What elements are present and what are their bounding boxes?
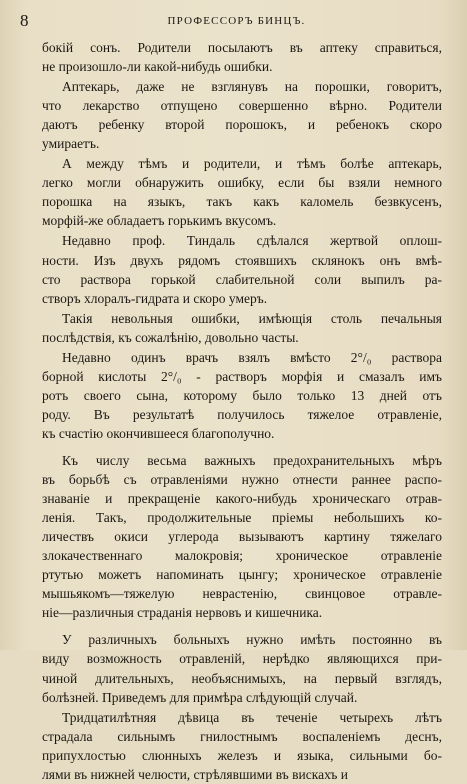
text-line: Аптекарь, даже не взглянувъ на порошки, говоритъ, — [62, 79, 442, 95]
text-line: болѣзней. Приведемъ для примѣра слѣдующій случай. — [42, 689, 358, 705]
paragraph — [42, 630, 442, 706]
text-line: порошка на языкъ, такъ какъ каломель безвкусенъ, — [42, 194, 442, 210]
text-line: умираетъ. — [42, 136, 100, 152]
text-line: злокачественнаго малокровія; хроническое отравленіе — [42, 548, 442, 564]
paragraph — [42, 348, 442, 443]
text-line: чиной длительныхъ, необъяснимыхъ, на первый взглядъ, — [42, 670, 442, 686]
text-line: А между тѣмъ и родители, и тѣмъ болѣе аптекарь, — [62, 156, 442, 172]
text-line: ніе—различныя страданія нервовъ и кишечника. — [42, 605, 323, 621]
paragraph — [42, 708, 442, 784]
paragraph-gap — [42, 622, 442, 630]
text-line: къ счастію окончившееся благополучно. — [42, 425, 275, 441]
text-line: роду. Въ результатѣ получилось тяжелое отравленіе, — [42, 406, 442, 422]
text-line: Такія невольныя ошибки, имѣющія столь печальныя — [62, 310, 442, 326]
text-line: лями въ нижней челюсти, стрѣлявшими въ вискахъ и — [42, 766, 348, 782]
paragraph — [42, 451, 442, 622]
paragraph — [42, 154, 442, 230]
text-line: ротъ своего сына, которому было только 13 дней отъ — [42, 387, 442, 403]
paragraph — [42, 231, 442, 307]
text-line: Къ числу весьма важныхъ предохранительныхъ мѣръ — [62, 452, 442, 468]
text-line: сто раствора горькой слабительной соли выпилъ ра- — [42, 271, 442, 287]
paragraph — [42, 38, 442, 76]
page-number: 8 — [20, 11, 29, 30]
text-line: Тридцатилѣтняя дѣвица въ теченіе четырехъ лѣтъ — [62, 709, 442, 725]
text-line: борной кислоты 2°/₀ - растворъ морфія и смазалъ имъ — [42, 368, 442, 384]
text-line: створъ хлоралъ-гидрата и скоро умеръ. — [42, 290, 268, 306]
text-line: даютъ ребенку второй порошокъ, и ребенокъ скоро — [42, 117, 442, 133]
text-line: бокій сонъ. Родители посылаютъ въ аптеку справиться, — [42, 40, 442, 55]
body-text — [42, 38, 442, 784]
page-header — [20, 11, 453, 31]
text-line: ленія. Такъ, продолжительные пріемы небольшихъ ко- — [42, 510, 442, 526]
text-line: легко могли обнаружить ошибку, если бы взяли немного — [42, 175, 442, 191]
paragraph-gap — [42, 443, 442, 451]
text-line: мышьякомъ—тяжелую неврастенію, свинцовое отравле- — [42, 586, 442, 602]
running-head: ПРОФЕССОРЪ БИНЦЪ. — [167, 15, 306, 27]
text-line: что лекарство отпущено совершенно вѣрно. Родители — [42, 98, 442, 114]
paragraph — [42, 77, 442, 153]
paragraph — [42, 309, 442, 347]
text-line: не произошло-ли какой-нибудь ошибки. — [42, 59, 273, 75]
text-line: ности. Изъ двухъ рядомъ стоявшихъ склянокъ онъ вмѣ- — [42, 252, 442, 268]
text-line: виду возможность отравленій, нерѣдко являющихся при- — [42, 651, 442, 667]
text-line: Недавно проф. Тиндаль сдѣлался жертвой оплош- — [62, 233, 442, 249]
text-line: У различныхъ больныхъ нужно имѣть постоянно въ — [62, 632, 442, 648]
text-line: ртутью можетъ напоминать цынгу; хроническое отравленіе — [42, 567, 442, 583]
text-line: морфій-же обладаетъ горькимъ вкусомъ. — [42, 213, 277, 229]
text-line: въ борьбѣ съ отравленіями нужно отнести раннее распо- — [42, 472, 442, 488]
text-line: послѣдствія, къ сожалѣнію, довольно часты. — [42, 329, 299, 345]
text-line: припухлостью слюнныхъ железъ и языка, сильными бо- — [42, 747, 442, 763]
text-line: страдала сильнымъ гнилостнымъ воспаленіемъ деснъ, — [42, 728, 442, 744]
text-line: знаваніе и прекращеніе какого-нибудь хроническаго отрав- — [42, 491, 442, 507]
text-line: Недавно одинъ врачъ взялъ вмѣсто 2°/₀ раствора — [62, 349, 442, 365]
text-line: личествъ окиси углерода вызываютъ картину тяжелаго — [42, 529, 442, 545]
